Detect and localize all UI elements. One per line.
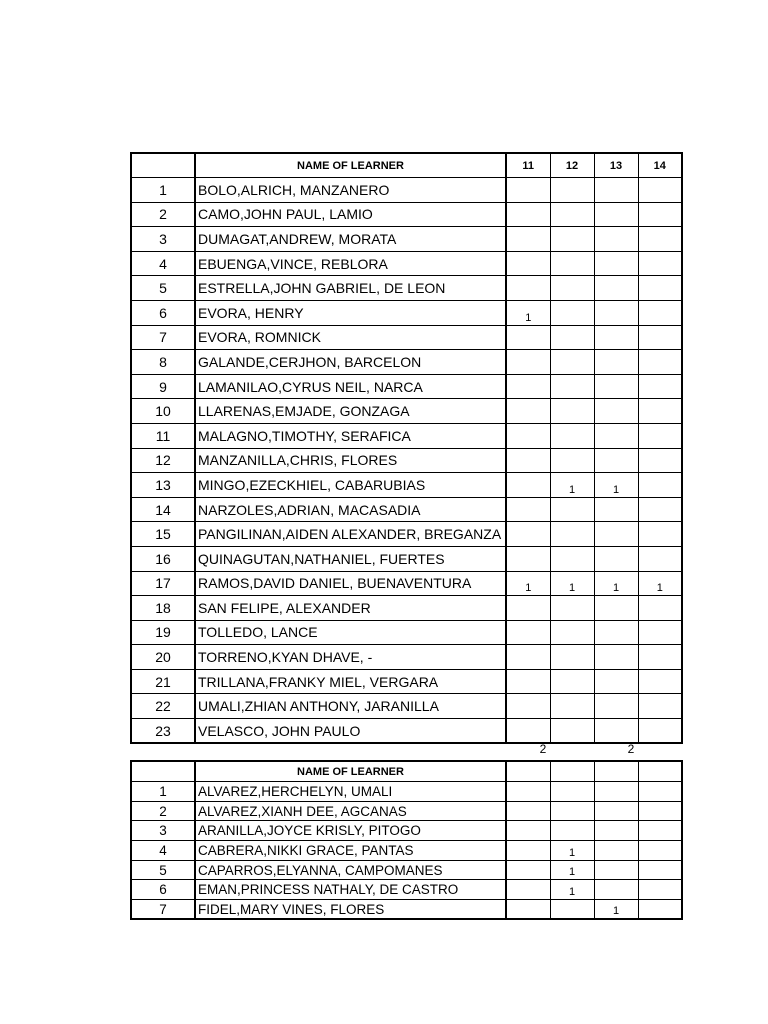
day-cell [506,374,550,399]
day-cell: 1 [594,473,638,498]
day-cell [594,596,638,621]
total-day-14: 2 [627,742,635,756]
day-cell [550,620,594,645]
header-day-14: 14 [638,153,682,178]
day-cell [550,202,594,227]
learner-name: TOLLEDO, LANCE [195,620,506,645]
table-row [131,399,682,424]
table-row [131,374,682,399]
day-cell [506,473,550,498]
header-day-11: 11 [506,153,550,178]
day-cell [550,178,594,203]
day-cell [638,251,682,276]
header-number [131,153,195,178]
row-number: 15 [131,522,195,547]
day-cell [594,694,638,719]
day-cell [594,300,638,325]
learner-name: ALVAREZ,XIANH DEE, AGCANAS [195,801,506,821]
day-cell: 1 [506,300,550,325]
day-cell [550,694,594,719]
day-cell [638,900,682,920]
learner-name: RAMOS,DAVID DANIEL, BUENAVENTURA [195,571,506,596]
learner-name: ALVAREZ,HERCHELYN, UMALI [195,782,506,802]
learner-name: MANZANILLA,CHRIS, FLORES [195,448,506,473]
row-number: 8 [131,350,195,375]
learner-name: NARZOLES,ADRIAN, MACASADIA [195,497,506,522]
day-cell [550,325,594,350]
header-row [131,761,682,782]
row-number: 7 [131,325,195,350]
day-cell [594,448,638,473]
row-number: 5 [131,276,195,301]
day-cell [506,448,550,473]
day-cell [638,596,682,621]
day-cell [638,620,682,645]
table-row [131,473,682,498]
day-cell [638,448,682,473]
header-name-of-learner: NAME OF LEARNER [195,153,506,178]
table-row [131,300,682,325]
day-cell [638,880,682,900]
learner-name: SAN FELIPE, ALEXANDER [195,596,506,621]
table-row [131,841,682,861]
day-cell [506,178,550,203]
header-day-12: 12 [550,153,594,178]
day-cell [506,497,550,522]
table-row [131,497,682,522]
row-number: 1 [131,178,195,203]
day-cell [594,841,638,861]
day-cell [506,399,550,424]
table-row [131,669,682,694]
learner-name: CAPARROS,ELYANNA, CAMPOMANES [195,860,506,880]
day-cell [638,399,682,424]
day-cell [594,546,638,571]
day-cell [638,202,682,227]
day-cell: 1 [550,473,594,498]
learners-table-girls [130,760,683,920]
row-number: 20 [131,645,195,670]
header-row [131,153,682,178]
learner-name: EMAN,PRINCESS NATHALY, DE CASTRO [195,880,506,900]
row-number: 7 [131,900,195,920]
day-cell [506,860,550,880]
day-cell [506,276,550,301]
row-number: 18 [131,596,195,621]
table-row [131,448,682,473]
row-number: 4 [131,841,195,861]
day-cell [506,227,550,252]
learner-name: LLARENAS,EMJADE, GONZAGA [195,399,506,424]
day-cell [550,669,594,694]
table-row [131,620,682,645]
day-cell [594,423,638,448]
learner-name: ESTRELLA,JOHN GABRIEL, DE LEON [195,276,506,301]
day-cell [638,300,682,325]
day-cell [638,350,682,375]
table-row [131,202,682,227]
day-cell [638,227,682,252]
row-number: 19 [131,620,195,645]
day-cell [550,645,594,670]
day-cell [638,325,682,350]
day-cell [638,841,682,861]
day-cell [506,522,550,547]
day-cell [550,596,594,621]
day-cell [638,694,682,719]
day-cell [550,251,594,276]
learner-name: QUINAGUTAN,NATHANIEL, FUERTES [195,546,506,571]
total-day-12: 2 [539,742,547,756]
day-cell [594,497,638,522]
table-row [131,880,682,900]
day-cell [638,860,682,880]
learners-table-boys [130,152,683,744]
table-row [131,325,682,350]
day-cell [506,821,550,841]
day-cell [550,374,594,399]
day-cell [506,719,550,744]
day-cell [550,497,594,522]
day-cell [594,880,638,900]
day-cell [594,202,638,227]
day-cell [638,178,682,203]
day-cell [594,801,638,821]
table-row [131,801,682,821]
table-row [131,423,682,448]
row-number: 23 [131,719,195,744]
day-cell [638,546,682,571]
table-row [131,251,682,276]
table-row [131,178,682,203]
day-cell [638,522,682,547]
day-cell [638,497,682,522]
table-row [131,645,682,670]
learner-name: CABRERA,NIKKI GRACE, PANTAS [195,841,506,861]
day-cell: 1 [550,860,594,880]
day-cell [550,900,594,920]
learner-name: TRILLANA,FRANKY MIEL, VERGARA [195,669,506,694]
day-cell [550,350,594,375]
learner-name: PANGILINAN,AIDEN ALEXANDER, BREGANZA [195,522,506,547]
day-cell: 1 [506,571,550,596]
day-cell [550,448,594,473]
table-row [131,596,682,621]
learner-name: ARANILLA,JOYCE KRISLY, PITOGO [195,821,506,841]
day-cell: 1 [550,571,594,596]
day-cell [550,399,594,424]
table-row [131,719,682,744]
day-cell [506,251,550,276]
day-cell [550,719,594,744]
table-row [131,276,682,301]
header-name-of-learner: NAME OF LEARNER [195,761,506,782]
header-day-2 [550,761,594,782]
day-cell [506,546,550,571]
day-cell [506,880,550,900]
header-day-4 [638,761,682,782]
table-row [131,522,682,547]
day-cell [550,821,594,841]
learner-name: GALANDE,CERJHON, BARCELON [195,350,506,375]
row-number: 10 [131,399,195,424]
table-row [131,900,682,920]
row-number: 4 [131,251,195,276]
row-number: 6 [131,880,195,900]
day-cell: 1 [594,900,638,920]
day-cell [550,522,594,547]
row-number: 2 [131,801,195,821]
day-cell [506,782,550,802]
table-row [131,782,682,802]
day-cell [594,782,638,802]
day-cell [594,860,638,880]
row-number: 17 [131,571,195,596]
learner-name: TORRENO,KYAN DHAVE, - [195,645,506,670]
row-number: 12 [131,448,195,473]
row-number: 11 [131,423,195,448]
learner-name: MALAGNO,TIMOTHY, SERAFICA [195,423,506,448]
learner-name: EVORA, HENRY [195,300,506,325]
day-cell [506,325,550,350]
day-cell [594,620,638,645]
day-cell: 1 [638,571,682,596]
day-cell [594,178,638,203]
day-cell [506,645,550,670]
day-cell [594,719,638,744]
day-cell [638,423,682,448]
header-day-3 [594,761,638,782]
day-cell [506,694,550,719]
day-cell [638,669,682,694]
day-cell [638,801,682,821]
day-cell [550,801,594,821]
header-number [131,761,195,782]
day-cell [638,821,682,841]
learner-name: VELASCO, JOHN PAULO [195,719,506,744]
day-cell [594,251,638,276]
day-cell [506,350,550,375]
day-cell: 1 [550,880,594,900]
day-cell [638,719,682,744]
day-cell: 1 [550,841,594,861]
row-number: 6 [131,300,195,325]
day-cell [506,669,550,694]
day-cell [506,202,550,227]
day-cell [594,645,638,670]
table-row [131,694,682,719]
learner-name: FIDEL,MARY VINES, FLORES [195,900,506,920]
day-cell [550,300,594,325]
day-cell [638,645,682,670]
table-row [131,546,682,571]
row-number: 14 [131,497,195,522]
day-cell [506,801,550,821]
row-number: 22 [131,694,195,719]
table-row [131,821,682,841]
day-cell [638,374,682,399]
row-number: 5 [131,860,195,880]
day-cell [638,473,682,498]
learner-name: EVORA, ROMNICK [195,325,506,350]
day-cell [550,782,594,802]
row-number: 13 [131,473,195,498]
table-row [131,571,682,596]
day-cell [550,276,594,301]
learner-name: MINGO,EZECKHIEL, CABARUBIAS [195,473,506,498]
day-cell [506,900,550,920]
table-row [131,860,682,880]
row-number: 2 [131,202,195,227]
day-cell [506,423,550,448]
learner-name: CAMO,JOHN PAUL, LAMIO [195,202,506,227]
learner-name: EBUENGA,VINCE, REBLORA [195,251,506,276]
day-cell [594,374,638,399]
day-cell [594,227,638,252]
row-number: 21 [131,669,195,694]
day-cell [594,522,638,547]
day-cell [594,399,638,424]
header-day-13: 13 [594,153,638,178]
day-cell [594,350,638,375]
day-cell [594,669,638,694]
row-number: 3 [131,821,195,841]
header-day-1 [506,761,550,782]
day-cell [550,227,594,252]
learner-name: BOLO,ALRICH, MANZANERO [195,178,506,203]
table-row [131,227,682,252]
learner-name: DUMAGAT,ANDREW, MORATA [195,227,506,252]
day-cell [638,782,682,802]
day-cell [594,821,638,841]
row-number: 9 [131,374,195,399]
learner-name: LAMANILAO,CYRUS NEIL, NARCA [195,374,506,399]
day-cell [506,841,550,861]
day-cell [638,276,682,301]
day-cell [506,620,550,645]
table-row [131,350,682,375]
row-number: 1 [131,782,195,802]
day-cell [594,276,638,301]
day-cell: 1 [594,571,638,596]
day-cell [594,325,638,350]
learner-name: UMALI,ZHIAN ANTHONY, JARANILLA [195,694,506,719]
row-number: 3 [131,227,195,252]
day-cell [550,546,594,571]
day-cell [506,596,550,621]
row-number: 16 [131,546,195,571]
day-cell [550,423,594,448]
